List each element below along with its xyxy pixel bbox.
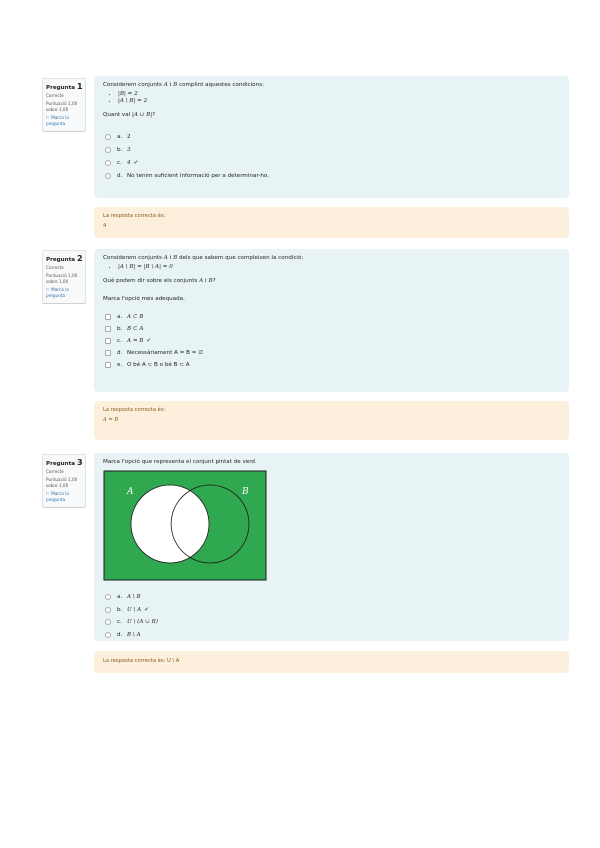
feedback-label: La resposta correcta és:: [103, 407, 166, 413]
question-text: Marca l'opció que representa el conjunt pintat de verd.: [103, 459, 257, 465]
flag-icon: ⚐: [46, 115, 50, 121]
answer-options: [103, 311, 560, 371]
question-number: Pregunta 1: [46, 82, 83, 91]
answer-option-b[interactable]: b. B ⊂ A: [103, 323, 560, 335]
radio-button[interactable]: [105, 134, 111, 140]
question-content-1: [94, 76, 569, 198]
question-score: Puntuació 1,00 sobre 1,00: [46, 477, 78, 488]
answer-options: [103, 591, 560, 641]
question-info-2: [42, 250, 86, 304]
flag-question-link[interactable]: ⚐ Marca la pregunta: [46, 287, 69, 298]
answer-option-d[interactable]: d. No tenim suficient informació per a determinar-ho.: [103, 169, 560, 182]
feedback-box-3: [94, 651, 569, 673]
answer-option-c[interactable]: c. U \ (A ∪ B): [103, 616, 560, 629]
conditions-list: [103, 91, 560, 104]
checkbox[interactable]: [105, 338, 111, 344]
radio-button[interactable]: [105, 632, 111, 638]
condition-item: • |A \ B| = |B \ A| = 0: [118, 264, 560, 270]
question-score: Puntuació 1,00 sobre 1,00: [46, 273, 78, 284]
answer-option-c[interactable]: c. 4 ✔: [103, 156, 560, 169]
feedback-answer: La resposta correcta és: U \ A: [103, 658, 180, 664]
question-text: Considerem conjunts A i B dels que sabem que compleixen la condició:: [103, 255, 304, 261]
conditions-list: [103, 264, 560, 270]
question-content-2: [94, 249, 569, 392]
radio-button[interactable]: [105, 607, 111, 613]
radio-button[interactable]: [105, 173, 111, 179]
answer-options: [103, 130, 560, 182]
feedback-label: La resposta correcta és:: [103, 213, 166, 219]
answer-option-d[interactable]: d. B \ A: [103, 629, 560, 642]
feedback-box-2: [94, 401, 569, 440]
radio-button[interactable]: [105, 147, 111, 153]
checkbox[interactable]: [105, 350, 111, 356]
answer-option-a[interactable]: a. 2: [103, 130, 560, 143]
answer-option-c[interactable]: c. A = B ✔: [103, 335, 560, 347]
check-icon: ✔: [146, 338, 152, 344]
flag-question-link[interactable]: ⚐ Marca la pregunta: [46, 115, 69, 126]
answer-option-e[interactable]: e. O bé A ⊂ B o bé B ⊂ A: [103, 359, 560, 371]
set-a-circle: [131, 485, 209, 563]
question-status: Correcte: [46, 93, 64, 98]
condition-item: • |B| = 2: [118, 91, 560, 97]
checkbox[interactable]: [105, 314, 111, 320]
check-icon: ✔: [144, 606, 149, 613]
question-number: Pregunta 3: [46, 458, 83, 467]
feedback-box-1: [94, 207, 569, 238]
question-prompt: Quant val |A ∪ B|?: [103, 112, 156, 118]
answer-option-a[interactable]: a. A \ B: [103, 591, 560, 604]
question-text: Considerem conjunts A i B complint aquestes condicions:: [103, 82, 264, 88]
question-info-1: [42, 78, 86, 132]
answer-option-b[interactable]: b. U \ A ✔: [103, 604, 560, 617]
venn-diagram: [103, 470, 267, 581]
radio-button[interactable]: [105, 160, 111, 166]
flag-icon: ⚐: [46, 491, 50, 497]
question-score: Puntuació 1,00 sobre 1,00: [46, 101, 78, 112]
set-a-label: A: [127, 487, 134, 497]
question-prompt: Què podem dir sobre els conjunts A i B?: [103, 278, 216, 284]
feedback-answer: 4: [103, 223, 107, 229]
question-status: Correcte: [46, 265, 64, 270]
condition-item: • |A \ B| = 2: [118, 98, 560, 104]
question-info-3: [42, 454, 86, 508]
flag-question-link[interactable]: ⚐ Marca la pregunta: [46, 491, 69, 502]
feedback-answer: A = B: [103, 417, 119, 423]
answer-option-b[interactable]: b. 3: [103, 143, 560, 156]
check-icon: ✔: [133, 159, 139, 166]
radio-button[interactable]: [105, 594, 111, 600]
answer-option-d[interactable]: d. Necessàriament A = B = ∅: [103, 347, 560, 359]
question-number: Pregunta 2: [46, 254, 83, 263]
checkbox[interactable]: [105, 326, 111, 332]
set-b-label: B: [242, 487, 249, 497]
checkbox[interactable]: [105, 362, 111, 368]
answer-option-a[interactable]: a. A ⊂ B: [103, 311, 560, 323]
question-content-3: [94, 453, 569, 641]
radio-button[interactable]: [105, 619, 111, 625]
question-status: Correcte: [46, 469, 64, 474]
flag-icon: ⚐: [46, 287, 50, 293]
question-instruction: Marca l'opció més adequada.: [103, 296, 185, 302]
